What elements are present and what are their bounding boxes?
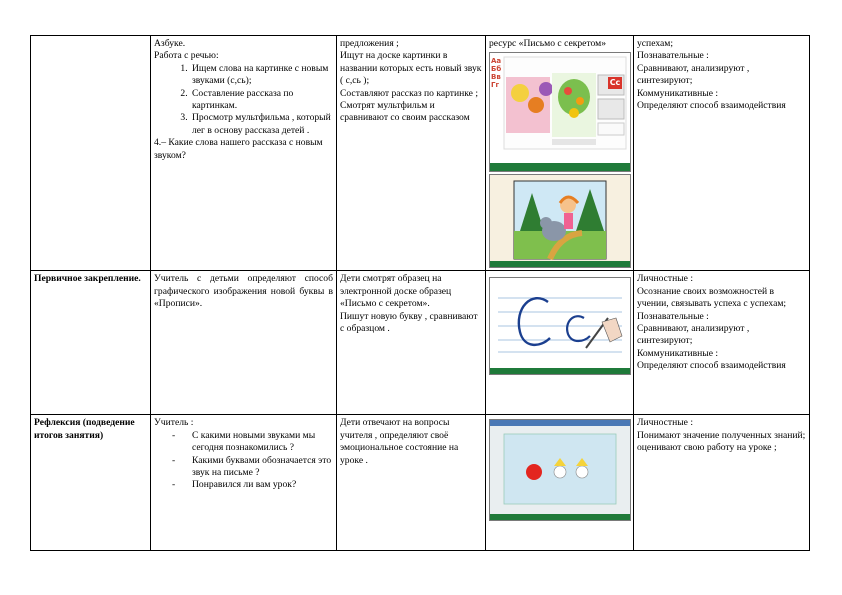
uud-cell <box>634 415 810 551</box>
students-cell <box>337 36 486 271</box>
resource-cell <box>486 36 634 271</box>
cartoon-screenshot <box>489 174 631 268</box>
uud-line: Познавательные : <box>637 50 709 62</box>
uud-line: Определяют способ взаимодействия <box>637 100 786 112</box>
lesson-table <box>30 35 810 551</box>
list-item: 1. Ищем слова на картинке с новым звуками (с,сь); <box>190 63 333 88</box>
uud-line: Личностные : <box>637 417 693 429</box>
teacher-cell <box>151 415 337 551</box>
uud-line: успехам; <box>637 38 673 49</box>
teacher-cell <box>151 36 337 271</box>
resource-label: ресурс «Письмо с секретом» <box>489 38 606 49</box>
table-row <box>31 415 810 551</box>
steps-list <box>154 63 333 137</box>
letter-badge: Сс <box>609 78 621 88</box>
uud-line: Коммуникативные : <box>637 347 719 359</box>
resource-cell <box>486 271 634 415</box>
list-item: 2. Составление рассказа по картинкам. <box>190 88 333 113</box>
alphabet-letters: Аа Бб Вв Гг <box>491 57 502 90</box>
students-cell <box>337 271 486 415</box>
list-item: 3. Просмотр мультфильма , который лег в основу рассказа детей . <box>190 112 333 137</box>
student-activity: Смотрят мультфильм и сравнивают со своим рассказом <box>340 100 470 124</box>
mood-screenshot <box>489 419 631 521</box>
uud-line: Личностные : <box>637 273 693 285</box>
list-item: - Какими буквами обозначается это звук на письме ? <box>192 455 333 480</box>
copybook-screenshot <box>489 277 631 375</box>
uud-line: Понимают значение полученных знаний; оценивают свою работу на уроке ; <box>637 429 806 454</box>
student-activity: предложения ; <box>340 38 399 49</box>
questions-list <box>154 430 333 492</box>
student-activity: Ищут на доске картинки в названии которых есть новый звук ( с,сь ); <box>340 50 482 87</box>
stage-cell <box>31 415 151 551</box>
uud-line: Сравнивают, анализируют , синтезируют; <box>637 323 750 347</box>
student-activity: Пишут новую букву , сравнивают с образцом . <box>340 310 478 335</box>
teacher-intro: Азбуке. <box>154 38 186 49</box>
student-activity: Дети смотрят образец на электронной доске образец «Письмо с секретом». <box>340 273 452 310</box>
students-cell <box>337 415 486 551</box>
student-activity: Составляют рассказ по картинке ; <box>340 87 479 99</box>
uud-line: Коммуникативные : <box>637 87 719 99</box>
student-activity: Дети отвечают на вопросы учителя , определяют своё эмоциональное состояние на уроке . <box>340 417 459 466</box>
uud-cell <box>634 36 810 271</box>
stage-label: Рефлексия (подведение итогов занятия) <box>34 417 135 441</box>
uud-cell <box>634 271 810 415</box>
cartoon-image <box>490 175 630 267</box>
teacher-question: 4.– Какие слова нашего рассказа с новым звуком? <box>154 137 323 161</box>
uud-line: Осознание своих возможностей в учении, связывать успеха с успехам; <box>637 285 787 310</box>
mood-image <box>490 420 630 520</box>
table-row <box>31 36 810 271</box>
resource-cell <box>486 415 634 551</box>
teacher-heading: Учитель : <box>154 417 194 429</box>
list-item: - С какими новыми звуками мы сегодня познакомились ? <box>192 430 333 455</box>
teacher-activity: Учитель с детьми определяют способ графического изображения новой буквы в «Прописи». <box>154 273 333 310</box>
stage-label: Первичное закрепление. <box>34 273 141 285</box>
uud-line: Познавательные : <box>637 310 709 322</box>
alphabet-slide-screenshot <box>489 52 631 172</box>
copybook-image <box>490 278 630 374</box>
speech-heading: Работа с речью: <box>154 50 219 62</box>
uud-line: Сравнивают, анализируют , синтезируют; <box>637 62 750 87</box>
table-row <box>31 271 810 415</box>
alphabet-slide-image <box>490 53 630 171</box>
uud-line: Определяют способ взаимодействия <box>637 360 786 372</box>
stage-cell <box>31 36 151 271</box>
teacher-cell <box>151 271 337 415</box>
list-item: - Понравился ли вам урок? <box>192 479 333 491</box>
stage-cell <box>31 271 151 415</box>
